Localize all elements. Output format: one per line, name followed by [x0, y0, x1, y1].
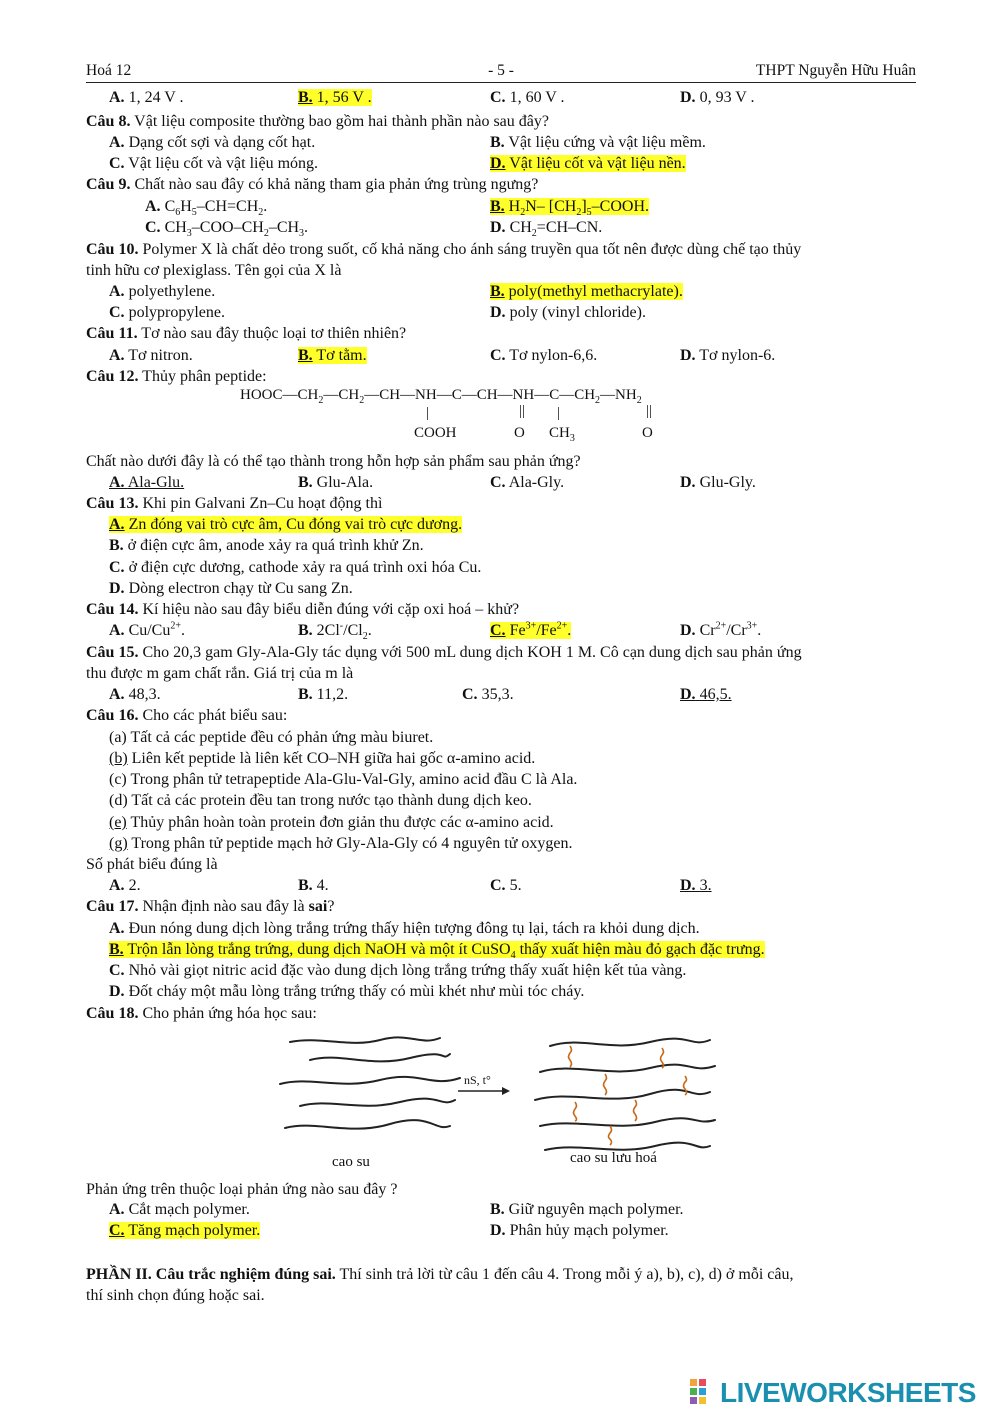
- q13-stem: Câu 13. Khi pin Galvani Zn–Cu hoạt động thì: [86, 495, 383, 512]
- diagram-right-label: cao su lưu hoá: [570, 1150, 657, 1166]
- structure-cooh: COOH: [414, 425, 457, 441]
- q16-stem: Câu 16. Cho các phát biểu sau:: [86, 707, 288, 724]
- q17-option-c[interactable]: C. Nhỏ vài giọt nitric acid đặc vào dung dịch lòng trắng trứng thấy xuất hiện kết tủa vàng.: [109, 962, 687, 979]
- header-school: THPT Nguyễn Hữu Huân: [755, 62, 916, 79]
- q8-stem: Câu 8. Vật liệu composite thường bao gồm hai thành phần nào sau đây?: [86, 113, 549, 130]
- q15-option-b[interactable]: B. 11,2.: [298, 686, 349, 703]
- q9-option-b[interactable]: B. $H_2N-$ $[CH_2]_5$–COOH.: [490, 198, 650, 219]
- q16-statement-d: (d) Tất cả các protein đều tan trong nước tạo thành dung dịch keo.: [109, 792, 532, 809]
- q15-option-d[interactable]: D. 46,5.: [680, 686, 732, 703]
- structure-o2: O: [642, 425, 653, 441]
- q18-stem: Câu 18. Cho phản ứng hóa học sau:: [86, 1005, 317, 1022]
- q15-stem-cont: thu được m gam chất rắn. Giá trị của m là: [86, 665, 354, 682]
- q10-option-c[interactable]: C. polypropylene.: [109, 304, 225, 321]
- part2-heading: PHẦN II. Câu trắc nghiệm đúng sai. Thí sinh trả lời từ câu 1 đến câu 4. Trong mỗi ý a), b), c), d) ở mỗi câu,: [86, 1266, 794, 1283]
- q10-option-b[interactable]: B. poly(methyl methacrylate).: [490, 283, 683, 300]
- q14-option-a[interactable]: A. $Cu/Cu^{2+}$.: [109, 620, 185, 639]
- q14-option-b[interactable]: B. $2Cl^-/Cl_2$.: [298, 620, 372, 643]
- structure-ch3: $CH_3$: [549, 425, 575, 444]
- q10-stem-cont: tinh hữu cơ plexiglass. Tên gọi của X là: [86, 262, 342, 279]
- header-subject: Hoá 12: [86, 62, 132, 79]
- q14-option-d[interactable]: D. $Cr^{2+}/Cr^{3+}$.: [680, 620, 762, 639]
- q17-option-a[interactable]: A. Đun nóng dung dịch lòng trắng trứng thấy hiện tượng đông tụ lại, tách ra khỏi dung dịch.: [109, 920, 700, 937]
- q15-stem: Câu 15. Cho 20,3 gam Gly-Ala-Gly tác dụng với 500 mL dung dịch KOH 1 M. Cô cạn dung dịch sau phản ứng: [86, 644, 802, 661]
- peptide-structure: $HOOC—CH_2—CH_2—CH—NH—C—CH—NH—C—CH_2—NH_2$ | || | || COOH O $CH_3$ O: [240, 387, 653, 444]
- q12-question: Chất nào dưới đây là có thể tạo thành trong hỗn hợp sản phẩm sau phản ứng?: [86, 453, 581, 470]
- q17-stem: Câu 17. Nhận định nào sau đây là sai?: [86, 898, 335, 915]
- q15-option-c[interactable]: C. 35,3.: [462, 686, 514, 703]
- q12-option-b[interactable]: B. Glu-Ala.: [298, 474, 374, 491]
- q13-option-a[interactable]: A. Zn đóng vai trò cực âm, Cu đóng vai trò cực dương.: [109, 516, 463, 533]
- q16-option-d[interactable]: D. 3.: [680, 877, 712, 894]
- logo-text: LIVEWORKSHEETS: [720, 1377, 976, 1408]
- q11-stem: Câu 11. Tơ nào sau đây thuộc loại tơ thiên nhiên?: [86, 325, 407, 342]
- q7-option-c[interactable]: C. 1, 60 V .: [490, 89, 565, 106]
- sulfur-bridges: [569, 1046, 687, 1145]
- page-header: [86, 60, 916, 83]
- q12-stem: Câu 12. Thủy phân peptide:: [86, 368, 267, 385]
- q16-statement-b: (b) Liên kết peptide là liên kết CO–NH giữa hai gốc α-amino acid.: [109, 750, 536, 767]
- q7-option-b[interactable]: B. 1, 56 V .: [298, 89, 372, 106]
- q16-option-b[interactable]: B. 4.: [298, 877, 329, 894]
- q11-option-d[interactable]: D. Tơ nylon-6.: [680, 347, 776, 364]
- q9-stem: Câu 9. Chất nào sau đây có khả năng tham gia phản ứng trùng ngưng?: [86, 176, 539, 193]
- q18-option-d[interactable]: D. Phân hủy mạch polymer.: [490, 1222, 669, 1239]
- q14-stem: Câu 14. Kí hiệu nào sau đây biểu diễn đúng với cặp oxi hoá – khử?: [86, 601, 520, 618]
- q7-option-a[interactable]: A. 1, 24 V .: [109, 89, 184, 106]
- q15-option-a[interactable]: A. 48,3.: [109, 686, 161, 703]
- q11-option-c[interactable]: C. Tơ nylon-6,6.: [490, 347, 598, 364]
- part2-heading-cont: thí sinh chọn đúng hoặc sai.: [86, 1287, 265, 1304]
- q12-option-d[interactable]: D. Glu-Gly.: [680, 474, 756, 491]
- q11-option-a[interactable]: A. Tơ nitron.: [109, 347, 193, 364]
- q8-option-b[interactable]: B. Vật liệu cứng và vật liệu mềm.: [490, 134, 706, 151]
- q16-option-c[interactable]: C. 5.: [490, 877, 522, 894]
- liveworksheets-icon: [690, 1379, 716, 1407]
- q18-question: Phản ứng trên thuộc loại phản ứng nào sau đây ?: [86, 1181, 398, 1198]
- q16-option-a[interactable]: A. 2.: [109, 877, 141, 894]
- q10-stem: Câu 10. Polymer X là chất dẻo trong suốt, cố khả năng cho ánh sáng truyền qua tốt nên được dùng chế tạo thủy: [86, 241, 802, 258]
- q16-statement-c: (c) Trong phân tử tetrapeptide Ala-Glu-Val-Gly, amino acid đầu C là Ala.: [109, 771, 578, 788]
- q16-statement-e: (e) Thủy phân hoàn toàn protein đơn giản thu được các α-amino acid.: [109, 814, 554, 831]
- q16-question: Số phát biểu đúng là: [86, 856, 218, 873]
- q18-option-b[interactable]: B. Giữ nguyên mạch polymer.: [490, 1201, 684, 1218]
- diagram-left-label: cao su: [332, 1154, 370, 1170]
- q10-option-d[interactable]: D. poly (vinyl chloride).: [490, 304, 646, 321]
- q8-option-a[interactable]: A. Dạng cốt sợi và dạng cốt hạt.: [109, 134, 316, 151]
- q17-option-b[interactable]: B. Trộn lẫn lòng trắng trứng, dung dịch NaOH và một ít CuSO$_4$ thấy xuất hiện màu đỏ gạch đặc trưng.: [109, 941, 765, 962]
- q13-option-d[interactable]: D. Dòng electron chạy từ Cu sang Zn.: [109, 580, 353, 597]
- q11-option-b[interactable]: B. Tơ tằm.: [298, 347, 367, 364]
- q18-option-a[interactable]: A. Cắt mạch polymer.: [109, 1201, 250, 1218]
- q13-option-c[interactable]: C. ở điện cực dương, cathode xảy ra quá trình oxi hóa Cu.: [109, 559, 482, 576]
- header-page-number: - 5 -: [488, 62, 514, 79]
- q14-option-c[interactable]: C. $Fe^{3+}/Fe^{2+}$.: [490, 620, 572, 639]
- q17-option-d[interactable]: D. Đốt cháy một mẫu lòng trắng trứng thấy có mùi khét như mùi tóc cháy.: [109, 983, 585, 1000]
- q7-option-d[interactable]: D. 0, 93 V .: [680, 89, 755, 106]
- q8-option-c[interactable]: C. Vật liệu cốt và vật liệu móng.: [109, 155, 319, 172]
- q8-option-d[interactable]: D. Vật liệu cốt và vật liệu nền.: [490, 155, 686, 172]
- q12-option-a[interactable]: A. Ala-Glu.: [109, 474, 185, 491]
- q12-option-c[interactable]: C. Ala-Gly.: [490, 474, 565, 491]
- q9-option-a[interactable]: A. $C_6H_5-CH=CH_2$.: [145, 198, 268, 219]
- q16-statement-a: (a) Tất cả các peptide đều có phản ứng màu biuret.: [109, 729, 434, 746]
- q13-option-b[interactable]: B. ở điện cực âm, anode xảy ra quá trình khử Zn.: [109, 537, 424, 554]
- q18-option-c[interactable]: C. Tăng mạch polymer.: [109, 1222, 261, 1239]
- q10-option-a[interactable]: A. polyethylene.: [109, 283, 216, 300]
- q9-option-c[interactable]: C. $CH_3-COO-CH_2-CH_3$.: [145, 219, 309, 240]
- vulcanization-diagram: [270, 1028, 720, 1176]
- structure-o1: O: [514, 425, 525, 441]
- diagram-arrow-label: nS, t°: [464, 1073, 491, 1087]
- q9-option-d[interactable]: D. $CH_2=CH-CN$.: [490, 219, 603, 240]
- q16-statement-g: (g) Trong phân tử peptide mạch hở Gly-Ala-Gly có 4 nguyên tử oxygen.: [109, 835, 573, 852]
